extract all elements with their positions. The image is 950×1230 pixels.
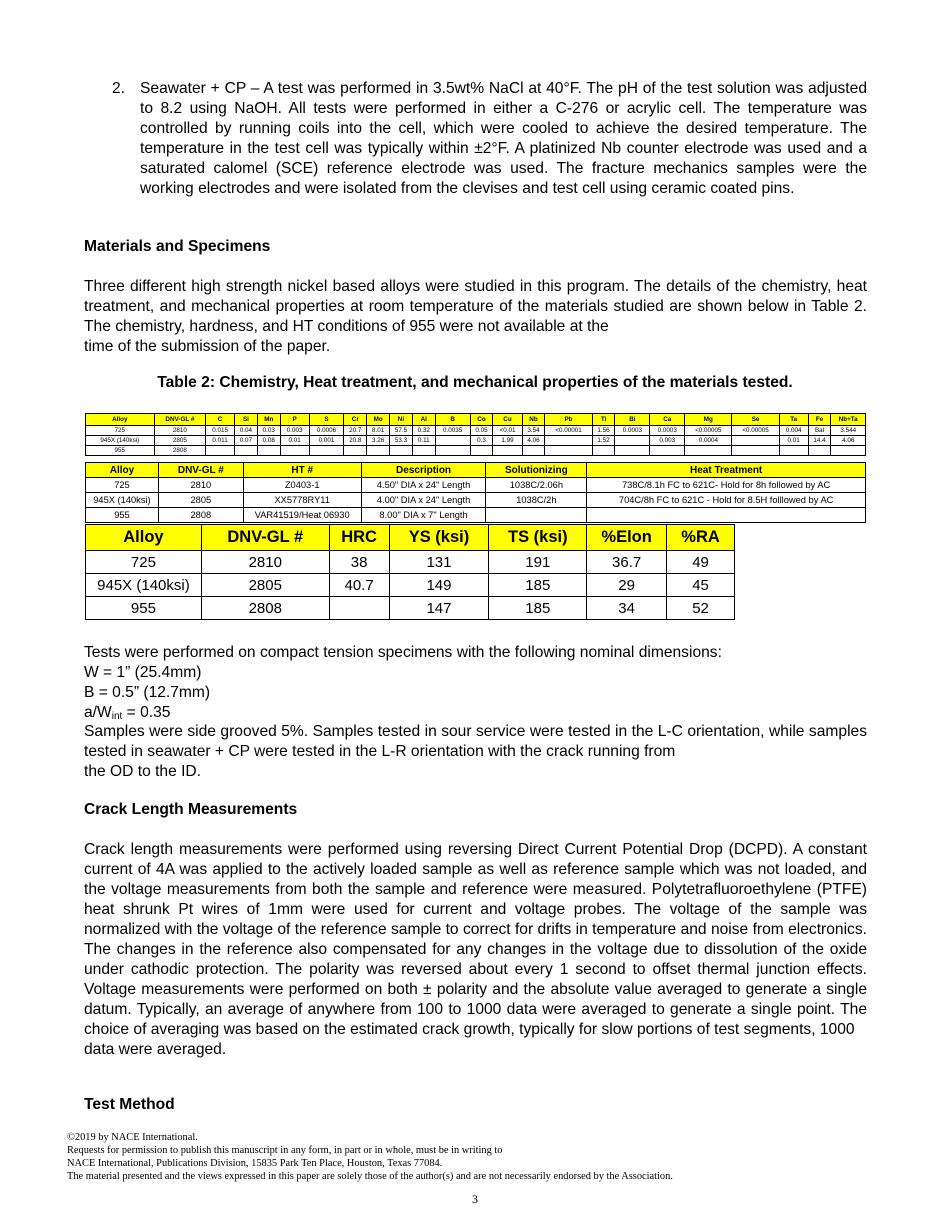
table-cell (808, 446, 831, 456)
table-cell: 185 (489, 574, 587, 597)
footer-disclaimer: The material presented and the views expressed in this paper are solely those of the author(s) and are not necessarily endorsed by the Association. (67, 1171, 673, 1182)
table-cell: 0.05 (470, 426, 493, 436)
table-cell (235, 446, 258, 456)
column-header: Heat Treatment (587, 463, 866, 478)
table-cell: 3.26 (367, 436, 390, 446)
column-header: Alloy (86, 525, 202, 551)
table-cell: 52 (667, 597, 735, 620)
table-cell: 53.3 (390, 436, 413, 446)
table-row (86, 478, 866, 493)
crack-text: Crack length measurements were performed using reversing Direct Current Potential Drop (DCPD). A constant current of 4A was applied to the actively loaded sample as well as reference sample which was not loaded, and the voltage measurements from both the sample and reference were measured. Polytetrafluoroethylene (PTFE) heat shrunk Pt wires of 1mm were used for current and voltage probes. The voltage of the sample was normalized with the voltage of the reference sample to correct for drifts in temperature and noise from electronics. The changes in the reference also compensated for any changes in the voltage due to dissolution of the oxide under cathodic protection. The polarity was reversed about every 1 second to offset thermal junction effects. Voltage measurements were performed on both ± polarity and the absolute value averaged to generate a single datum. Typically, an average of anywhere from 100 to 1000 data were averaged to generate a single point. The choice of averaging was based on the estimated crack growth, typically for slow portions of test segments, 1000 (84, 841, 867, 1038)
column-header: %Elon (587, 525, 667, 551)
table-cell: 2805 (158, 493, 243, 508)
table-cell (592, 446, 615, 456)
column-header: Bi (615, 414, 650, 426)
column-header: Solutionizing (486, 463, 587, 478)
specimens-intro: Tests were performed on compact tension specimens with the following nominal dimensions: (84, 644, 722, 661)
table-cell: 2805 (154, 436, 206, 446)
table-cell (486, 508, 587, 523)
table-cell: 2808 (154, 446, 206, 456)
table-cell: 725 (86, 426, 155, 436)
table-cell: 0.004 (779, 426, 808, 436)
column-header: Cu (493, 414, 522, 426)
crack-heading: Crack Length Measurements (84, 801, 298, 818)
table-cell (412, 446, 435, 456)
table-cell: 2810 (201, 551, 329, 574)
table-cell (615, 436, 650, 446)
column-header: Se (732, 414, 779, 426)
column-header: C (206, 414, 235, 426)
table-cell: 0.3 (470, 436, 493, 446)
column-header: S (309, 414, 344, 426)
column-header: DNV-GL # (201, 525, 329, 551)
materials-text: Three different high strength nickel based alloys were studied in this program. The details of the chemistry, heat treatment, and mechanical properties at room temperature of the materials studied are shown below in Table 2. The chemistry, hardness, and HT conditions of 955 were not available at the (84, 278, 867, 335)
table-cell: 0.015 (206, 426, 235, 436)
table-cell: 20.7 (344, 426, 367, 436)
table-row (86, 508, 866, 523)
column-header: Ta (779, 414, 808, 426)
list-item-last-line: and test cell using ceramic coated pins. (522, 180, 795, 197)
crack-paragraph (84, 840, 867, 1060)
crack-last-line: data were averaged. (84, 1041, 227, 1058)
footer-copyright: ©2019 by NACE International. (67, 1132, 198, 1143)
column-header: Al (412, 414, 435, 426)
list-item-text: Seawater + CP – A test was performed in 3.5wt% NaCl at 40°F. The pH of the test solution was adjusted to 8.2 using NaOH. All tests were performed in either a C-276 or acrylic cell. The temperature was controlled by running coils into the cell, which were cooled to achieve the desired temperature. The temperature in the test cell was typically within ±2°F. A platinized Nb counter electrode was used and a saturated calomel (SCE) reference electrode was used. The fracture mechanics samples were the working electrodes and were isolated from the clevises (140, 80, 867, 197)
table-row (86, 426, 866, 436)
table-cell: XX5778RY11 (243, 493, 361, 508)
list-item-seawater-cp (112, 79, 867, 199)
table-cell: 29 (587, 574, 667, 597)
table-cell: 955 (86, 597, 202, 620)
table-cell: 0.0006 (309, 426, 344, 436)
table-cell: 4.06 (831, 436, 866, 446)
table-cell: 8.01 (367, 426, 390, 436)
table-cell: 0.0003 (615, 426, 650, 436)
dimension-aw: $a/W_{int} = 0.35$ (84, 704, 171, 722)
table-cell (390, 446, 413, 456)
table-row (86, 574, 735, 597)
table-cell: 945X (140ksi) (86, 436, 155, 446)
dimension-b: B = 0.5” (12.7mm) (84, 684, 211, 701)
table-cell: 57.5 (390, 426, 413, 436)
table-cell (435, 436, 470, 446)
table-cell (435, 446, 470, 456)
table-cell: 2808 (158, 508, 243, 523)
column-header: Mg (685, 414, 732, 426)
specimens-last-line: the OD to the ID. (84, 763, 202, 780)
table-cell: 185 (489, 597, 587, 620)
column-header: Alloy (86, 414, 155, 426)
specimens-paragraph (84, 722, 867, 782)
table-cell (831, 446, 866, 456)
table-cell: 738C/8.1h FC to 621C- Hold for 8h followed by AC (587, 478, 866, 493)
column-header: HRC (329, 525, 389, 551)
column-header: Mo (367, 414, 390, 426)
table-cell: 0.11 (412, 436, 435, 446)
table-cell: <0.00005 (685, 426, 732, 436)
table-cell: 38 (329, 551, 389, 574)
table-cell: 955 (86, 508, 159, 523)
table-caption: Table 2: Chemistry, Heat treatment, and mechanical properties of the materials tested. (157, 374, 793, 391)
column-header: Mn (257, 414, 280, 426)
table-cell: 0.0003 (650, 426, 685, 436)
table-cell (206, 446, 235, 456)
table-cell: 0.0035 (435, 426, 470, 436)
table-cell: 45 (667, 574, 735, 597)
table-row (86, 446, 866, 456)
table-cell: 2810 (158, 478, 243, 493)
column-header: Pb (545, 414, 592, 426)
table-cell: 0.03 (257, 426, 280, 436)
list-number: 2. (112, 80, 126, 97)
table-cell (732, 446, 779, 456)
table-cell: Bal (808, 426, 831, 436)
materials-heading: Materials and Specimens (84, 238, 271, 255)
table-cell: 725 (86, 551, 202, 574)
heat-treatment-table (85, 462, 866, 523)
table-cell (732, 436, 779, 446)
table-cell: 1.56 (592, 426, 615, 436)
column-header: Ti (592, 414, 615, 426)
table-cell (257, 446, 280, 456)
table-cell: 0.04 (235, 426, 258, 436)
table-cell: 0.003 (650, 436, 685, 446)
column-header: Fe (808, 414, 831, 426)
mechanical-properties-table (85, 524, 735, 620)
table-cell: Z0403-1 (243, 478, 361, 493)
table-cell: 1.99 (493, 436, 522, 446)
table-cell: 3.544 (831, 426, 866, 436)
table-cell: 4.00" DIA x 24" Length (361, 493, 486, 508)
table-cell (344, 446, 367, 456)
table-row (86, 597, 735, 620)
page-number: 3 (472, 1192, 478, 1206)
footer-permission: Requests for permission to publish this manuscript in any form, in part or in whole, must be in writing to (67, 1145, 503, 1156)
table-cell: 191 (489, 551, 587, 574)
column-header: Nb+Ta (831, 414, 866, 426)
table-cell: 4.50" DIA x 24" Length (361, 478, 486, 493)
table-cell (545, 436, 592, 446)
column-header: Ni (390, 414, 413, 426)
table-cell: 0.0004 (685, 436, 732, 446)
table-cell: 2805 (201, 574, 329, 597)
table-cell: VAR41519/Heat 06930 (243, 508, 361, 523)
table-cell: 34 (587, 597, 667, 620)
table-cell (650, 446, 685, 456)
table-cell (615, 446, 650, 456)
table-cell (522, 446, 545, 456)
table-row (86, 493, 866, 508)
table-cell: 0.07 (235, 436, 258, 446)
materials-paragraph (84, 277, 867, 357)
table-cell (779, 446, 808, 456)
test-method-heading: Test Method (84, 1096, 175, 1113)
column-header: TS (ksi) (489, 525, 587, 551)
table-cell: 725 (86, 478, 159, 493)
column-header: Description (361, 463, 486, 478)
table-cell (280, 446, 309, 456)
table-cell: 1.52 (592, 436, 615, 446)
table-cell: 149 (389, 574, 489, 597)
table-cell: 36.7 (587, 551, 667, 574)
table-cell: 147 (389, 597, 489, 620)
table-cell: <0.00005 (732, 426, 779, 436)
table-cell: 131 (389, 551, 489, 574)
column-header: %RA (667, 525, 735, 551)
column-header: YS (ksi) (389, 525, 489, 551)
chemistry-table (85, 413, 866, 456)
table-row (86, 436, 866, 446)
table-cell: 2810 (154, 426, 206, 436)
table-cell: 704C/8h FC to 621C - Hold for 8.5H folllowed by AC (587, 493, 866, 508)
table-cell: 0.001 (309, 436, 344, 446)
footer (67, 1131, 673, 1183)
table-cell: 945X (140ksi) (86, 493, 159, 508)
table-cell: 945X (140ksi) (86, 574, 202, 597)
footer-address: NACE International, Publications Division, 15835 Park Ten Place, Houston, Texas 77084. (67, 1158, 443, 1169)
table-cell (470, 446, 493, 456)
table-cell: 0.003 (280, 426, 309, 436)
table-row (86, 551, 735, 574)
table-cell (329, 597, 389, 620)
table-cell (587, 508, 866, 523)
table-cell: 0.011 (206, 436, 235, 446)
column-header: Alloy (86, 463, 159, 478)
column-header: Ca (650, 414, 685, 426)
table-cell: <0.01 (493, 426, 522, 436)
materials-last-line: time of the submission of the paper. (84, 338, 331, 355)
table-cell: 40.7 (329, 574, 389, 597)
table-cell: 14.4 (808, 436, 831, 446)
table-cell (685, 446, 732, 456)
table-cell: 20.8 (344, 436, 367, 446)
column-header: Cr (344, 414, 367, 426)
table-cell: 1038C/2.06h (486, 478, 587, 493)
table-cell: 4.06 (522, 436, 545, 446)
table-cell: 955 (86, 446, 155, 456)
column-header: DNV-GL # (154, 414, 206, 426)
specimens-text: Samples were side grooved 5%. Samples tested in sour service were tested in the L-C orientation, while samples tested in seawater + CP were tested in the L-R orientation with the crack running from (84, 723, 867, 760)
column-header: P (280, 414, 309, 426)
table-cell: 0.08 (257, 436, 280, 446)
table-cell (493, 446, 522, 456)
table-cell: 2808 (201, 597, 329, 620)
table-cell (545, 446, 592, 456)
column-header: DNV-GL # (158, 463, 243, 478)
table-cell: 1038C/2h (486, 493, 587, 508)
table-cell: 0.01 (779, 436, 808, 446)
table-cell (309, 446, 344, 456)
table-cell: 0.01 (280, 436, 309, 446)
table-cell: 3.54 (522, 426, 545, 436)
column-header: Nb (522, 414, 545, 426)
column-header: Co (470, 414, 493, 426)
dimension-w: W = 1” (25.4mm) (84, 664, 202, 681)
table-cell: <0.00001 (545, 426, 592, 436)
column-header: Si (235, 414, 258, 426)
table-cell (367, 446, 390, 456)
column-header: B (435, 414, 470, 426)
table-cell: 8.00" DIA x 7" Length (361, 508, 486, 523)
column-header: HT # (243, 463, 361, 478)
table-cell: 49 (667, 551, 735, 574)
table-cell: 0.32 (412, 426, 435, 436)
